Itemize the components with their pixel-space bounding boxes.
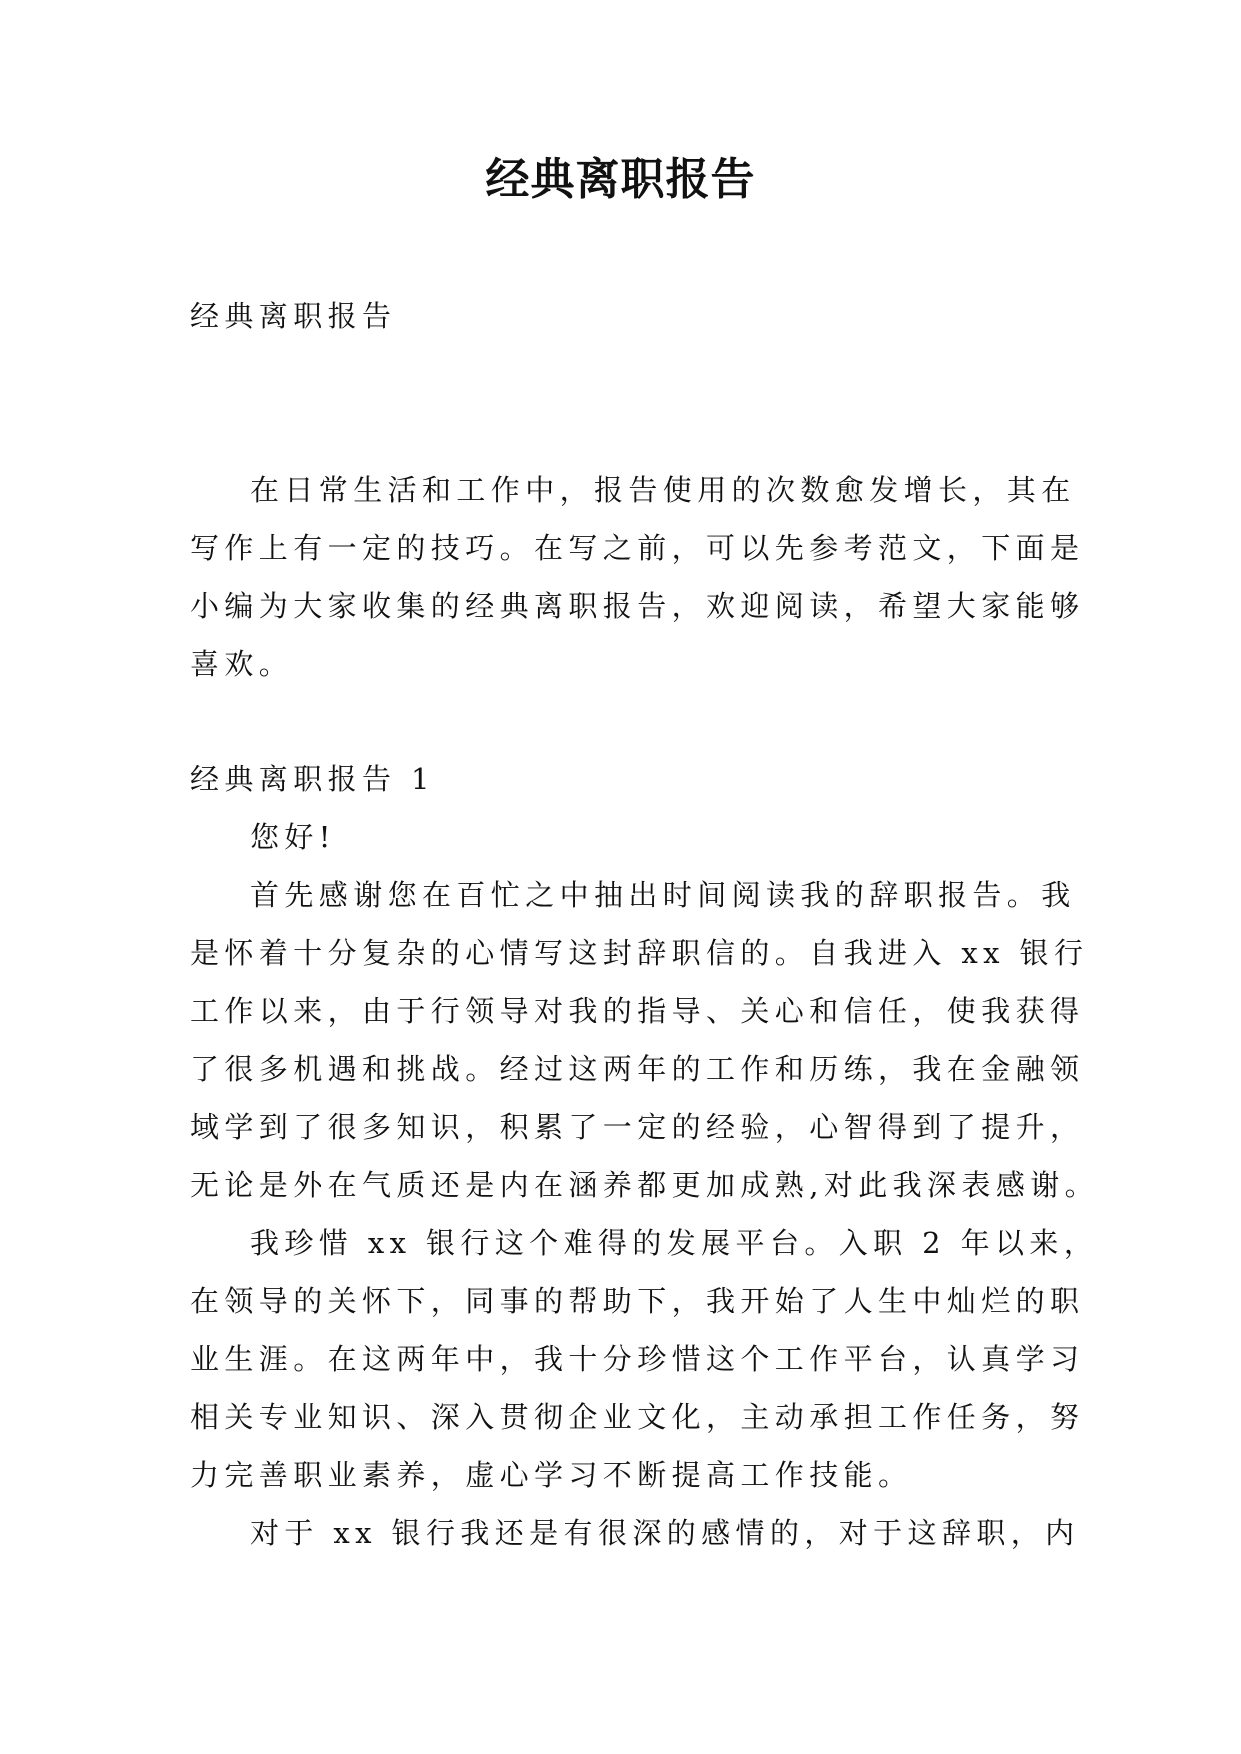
paragraph-line: 我珍惜 xx 银行这个难得的发展平台。入职 2 年以来， xyxy=(250,1226,1099,1260)
paragraph-line: 相关专业知识、深入贯彻企业文化，主动承担工作任务，努 xyxy=(190,1400,1085,1434)
document-subtitle: 经典离职报告 xyxy=(190,299,397,333)
paragraph-line: 了很多机遇和挑战。经过这两年的工作和历练，我在金融领 xyxy=(190,1052,1085,1086)
paragraph-line: 是怀着十分复杂的心情写这封辞职信的。自我进入 xx 银行 xyxy=(190,936,1089,970)
paragraph-line: 对于 xx 银行我还是有很深的感情的，对于这辞职，内 xyxy=(250,1516,1080,1550)
paragraph-line: 无论是外在气质还是内在涵养都更加成熟,对此我深表感谢。 xyxy=(190,1168,1100,1202)
intro-line: 喜欢。 xyxy=(190,647,294,681)
intro-line: 在日常生活和工作中，报告使用的次数愈发增长，其在 xyxy=(250,473,1076,507)
paragraph-line: 首先感谢您在百忙之中抽出时间阅读我的辞职报告。我 xyxy=(250,878,1076,912)
intro-line: 小编为大家收集的经典离职报告，欢迎阅读，希望大家能够 xyxy=(190,589,1085,623)
greeting: 您好! xyxy=(250,820,336,854)
paragraph-line: 域学到了很多知识，积累了一定的经验，心智得到了提升， xyxy=(190,1110,1085,1144)
document-title: 经典离职报告 xyxy=(485,154,756,205)
intro-line: 写作上有一定的技巧。在写之前，可以先参考范文，下面是 xyxy=(190,531,1085,565)
paragraph-line: 力完善职业素养，虚心学习不断提高工作技能。 xyxy=(190,1458,913,1492)
section-heading: 经典离职报告 1 xyxy=(190,762,435,796)
paragraph-line: 在领导的关怀下，同事的帮助下，我开始了人生中灿烂的职 xyxy=(190,1284,1085,1318)
paragraph-line: 业生涯。在这两年中，我十分珍惜这个工作平台，认真学习 xyxy=(190,1342,1085,1376)
paragraph-line: 工作以来，由于行领导对我的指导、关心和信任，使我获得 xyxy=(190,994,1085,1028)
